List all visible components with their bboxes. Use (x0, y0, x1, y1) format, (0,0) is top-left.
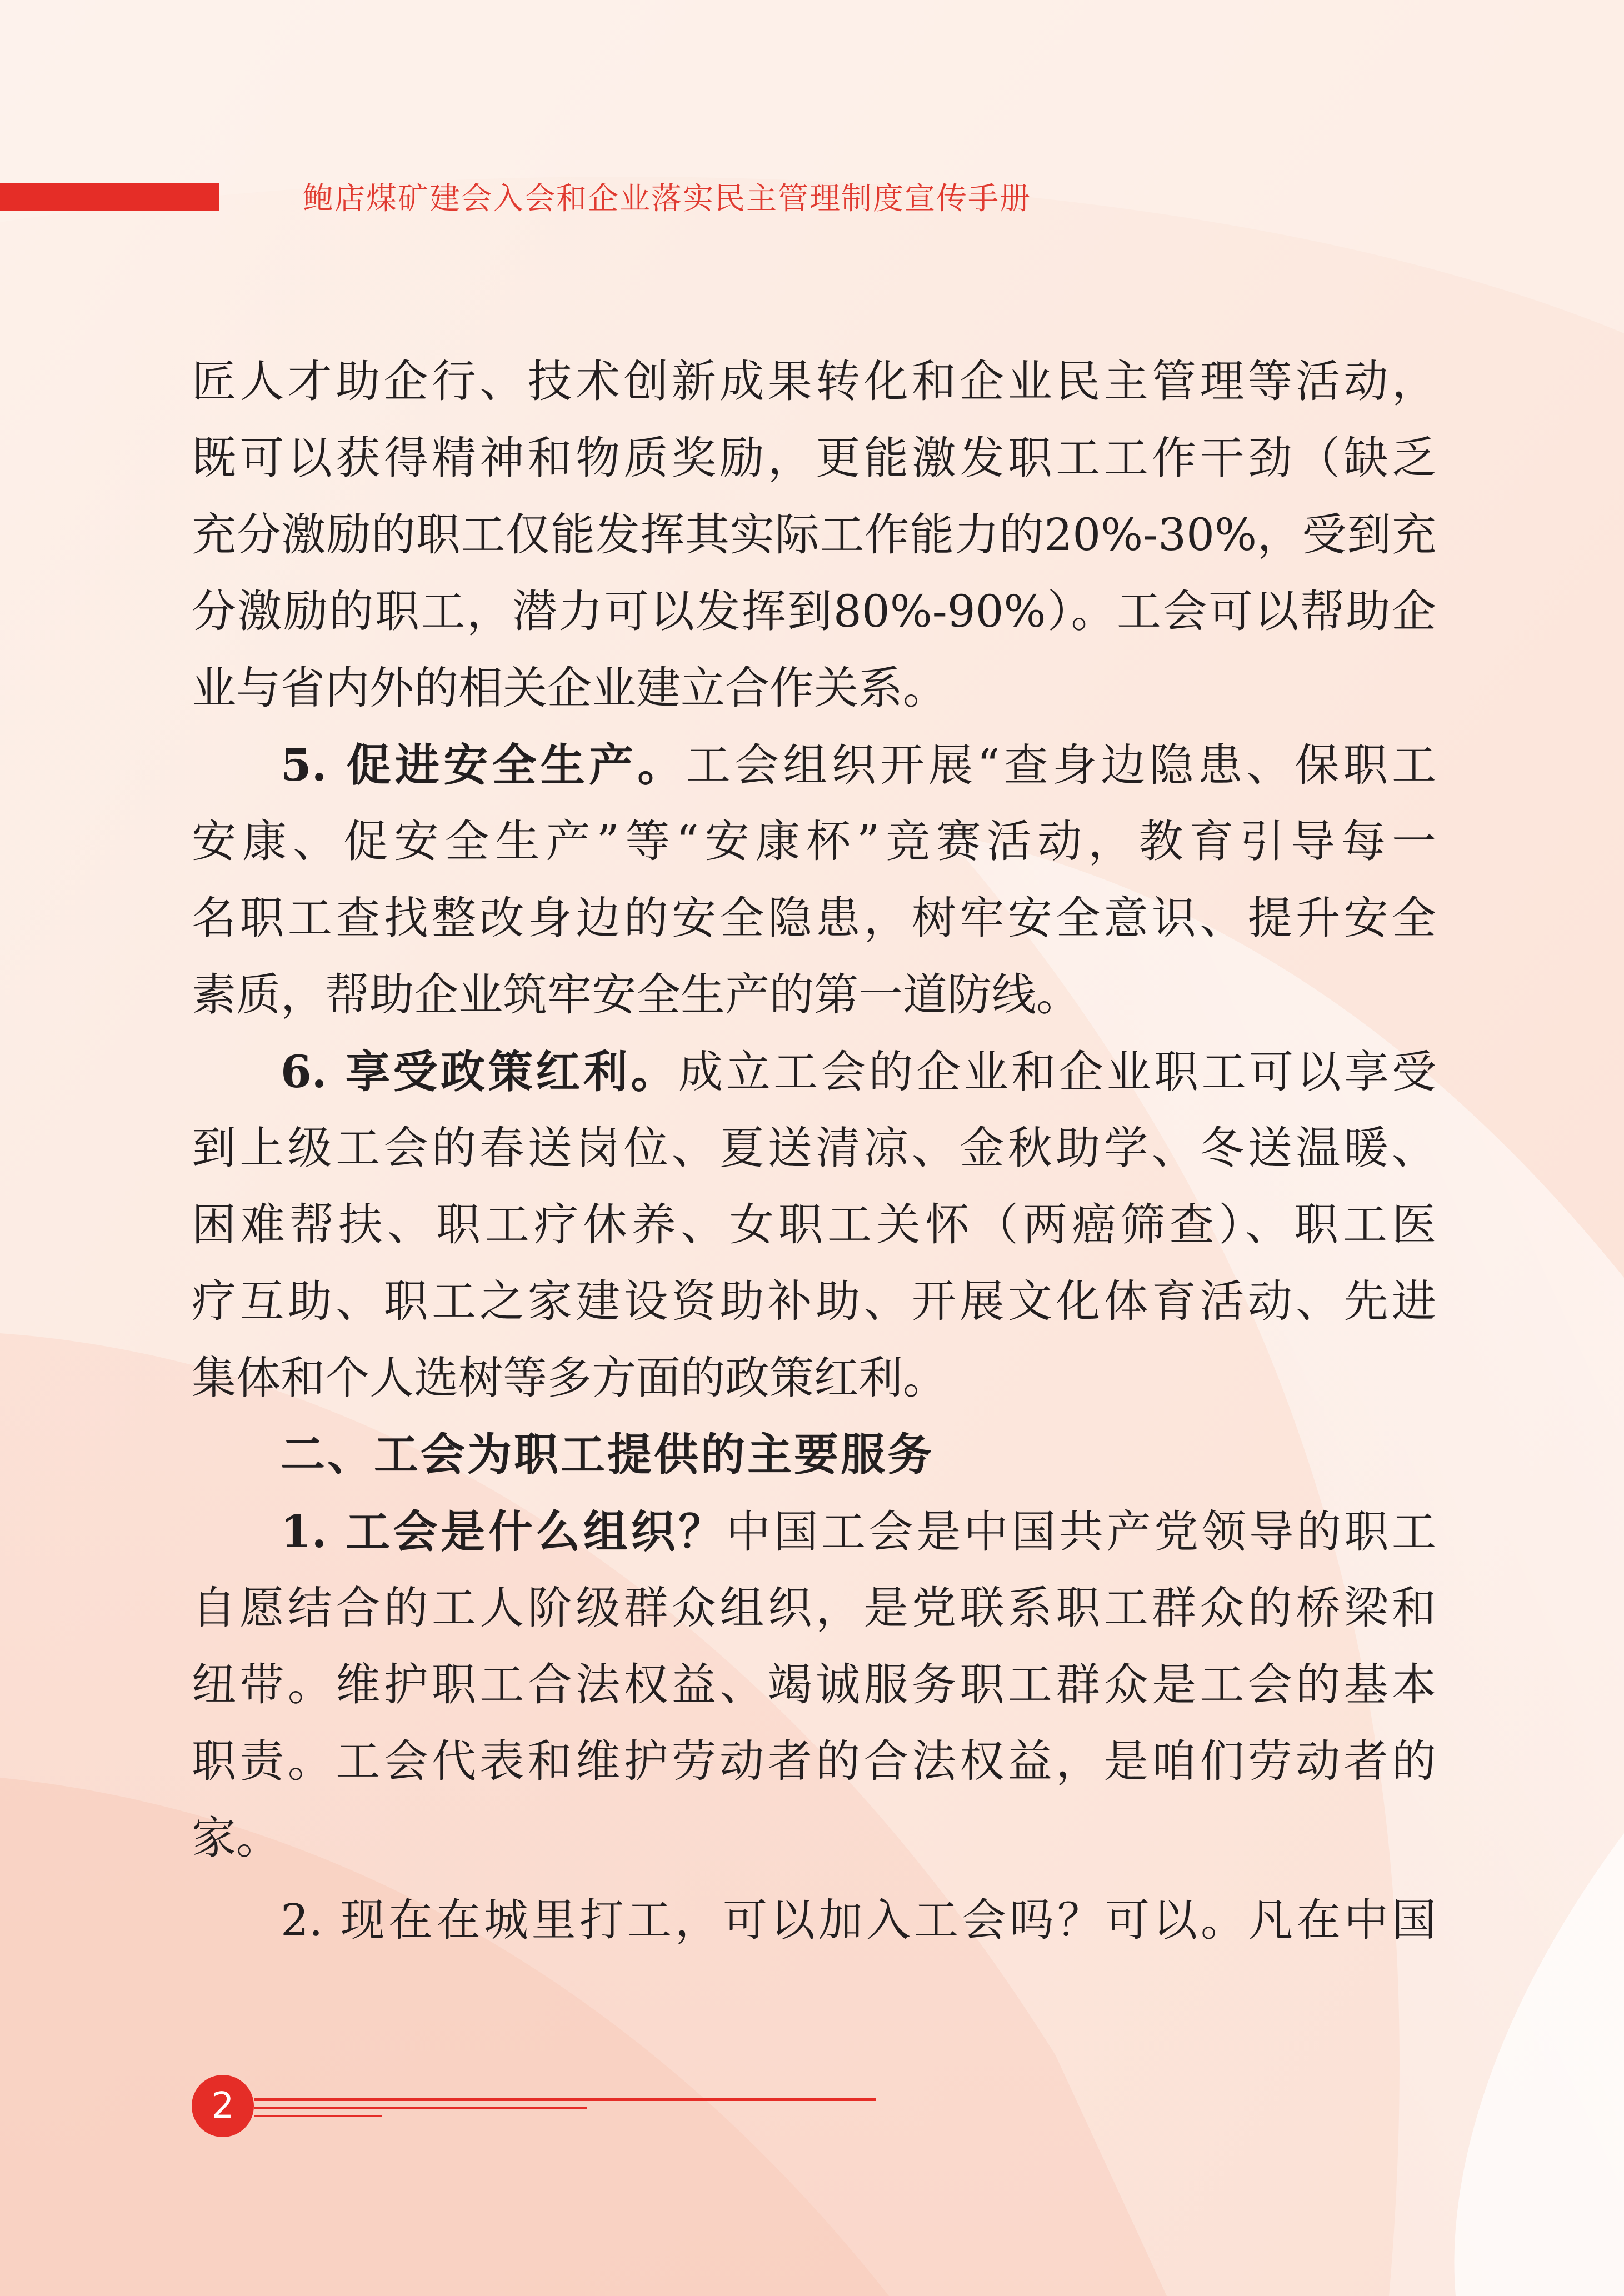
item6-title: 6. 享受政策红利。 (281, 1046, 679, 1098)
text-line: 业与省内外的相关企业建立合作关系。 (192, 662, 947, 714)
text-line: 分激励的职工，潜力可以发挥到80%-90%）。工会可以帮助企 (192, 586, 1436, 637)
text-line: 到上级工会的春送岗位、夏送清凉、金秋助学、冬送温暖、 (192, 1122, 1436, 1174)
text-line: 名职工查找整改身边的安全隐患，树牢安全意识、提升安全 (192, 892, 1436, 944)
item6-text: 成立工会的企业和企业职工可以享受 (678, 1046, 1436, 1098)
item5-text: 工会组织开展“查身边隐患、保职工 (686, 739, 1436, 791)
paragraph-gap (192, 1877, 1436, 1882)
text-line: 安康、促安全生产”等“安康杯”竞赛活动，教育引导每一 (192, 816, 1436, 867)
item5-first-line (192, 727, 1436, 803)
q2-first-line: 2. 现在在城里打工，可以加入工会吗？可以。凡在中国 (281, 1894, 1436, 1946)
footer-line-mid (254, 2107, 587, 2109)
page-number: 2 (192, 2075, 254, 2137)
header-accent-bar (0, 183, 219, 211)
footer-line-short (254, 2115, 382, 2117)
text-line: 家。 (192, 1812, 281, 1864)
footer-line-long (254, 2098, 876, 2101)
text-line: 困难帮扶、职工疗休养、女职工关怀（两癌筛查）、职工医 (192, 1199, 1436, 1250)
q1-title: 1. 工会是什么组织？ (281, 1505, 726, 1558)
text-line: 疗互助、职工之家建设资助补助、开展文化体育活动、先进 (192, 1275, 1436, 1327)
text-line: 充分激励的职工仅能发挥其实际工作能力的20%-30%，受到充 (192, 509, 1436, 561)
q1-first-line (192, 1493, 1436, 1570)
item6-first-line (192, 1033, 1436, 1110)
text-line: 自愿结合的工人阶级群众组织，是党联系职工群众的桥梁和 (192, 1582, 1436, 1634)
text-line: 职责。工会代表和维护劳动者的合法权益，是咱们劳动者的 (192, 1735, 1436, 1787)
item5-title: 5. 促进安全生产。 (281, 739, 686, 791)
text-line: 匠人才助企行、技术创新成果转化和企业民主管理等活动， (192, 356, 1436, 407)
q1-text: 中国工会是中国共产党领导的职工 (726, 1506, 1436, 1558)
section-heading: 二、工会为职工提供的主要服务 (281, 1429, 934, 1480)
text-line: 素质，帮助企业筑牢安全生产的第一道防线。 (192, 969, 1081, 1021)
header-title: 鲍店煤矿建会入会和企业落实民主管理制度宣传手册 (303, 181, 1032, 216)
text-line: 集体和个人选树等多方面的政策红利。 (192, 1352, 947, 1404)
page-content (192, 343, 1436, 1959)
text-line: 纽带。维护职工合法权益、竭诚服务职工群众是工会的基本 (192, 1659, 1436, 1710)
text-line: 既可以获得精神和物质奖励，更能激发职工工作干劲（缺乏 (192, 432, 1436, 484)
